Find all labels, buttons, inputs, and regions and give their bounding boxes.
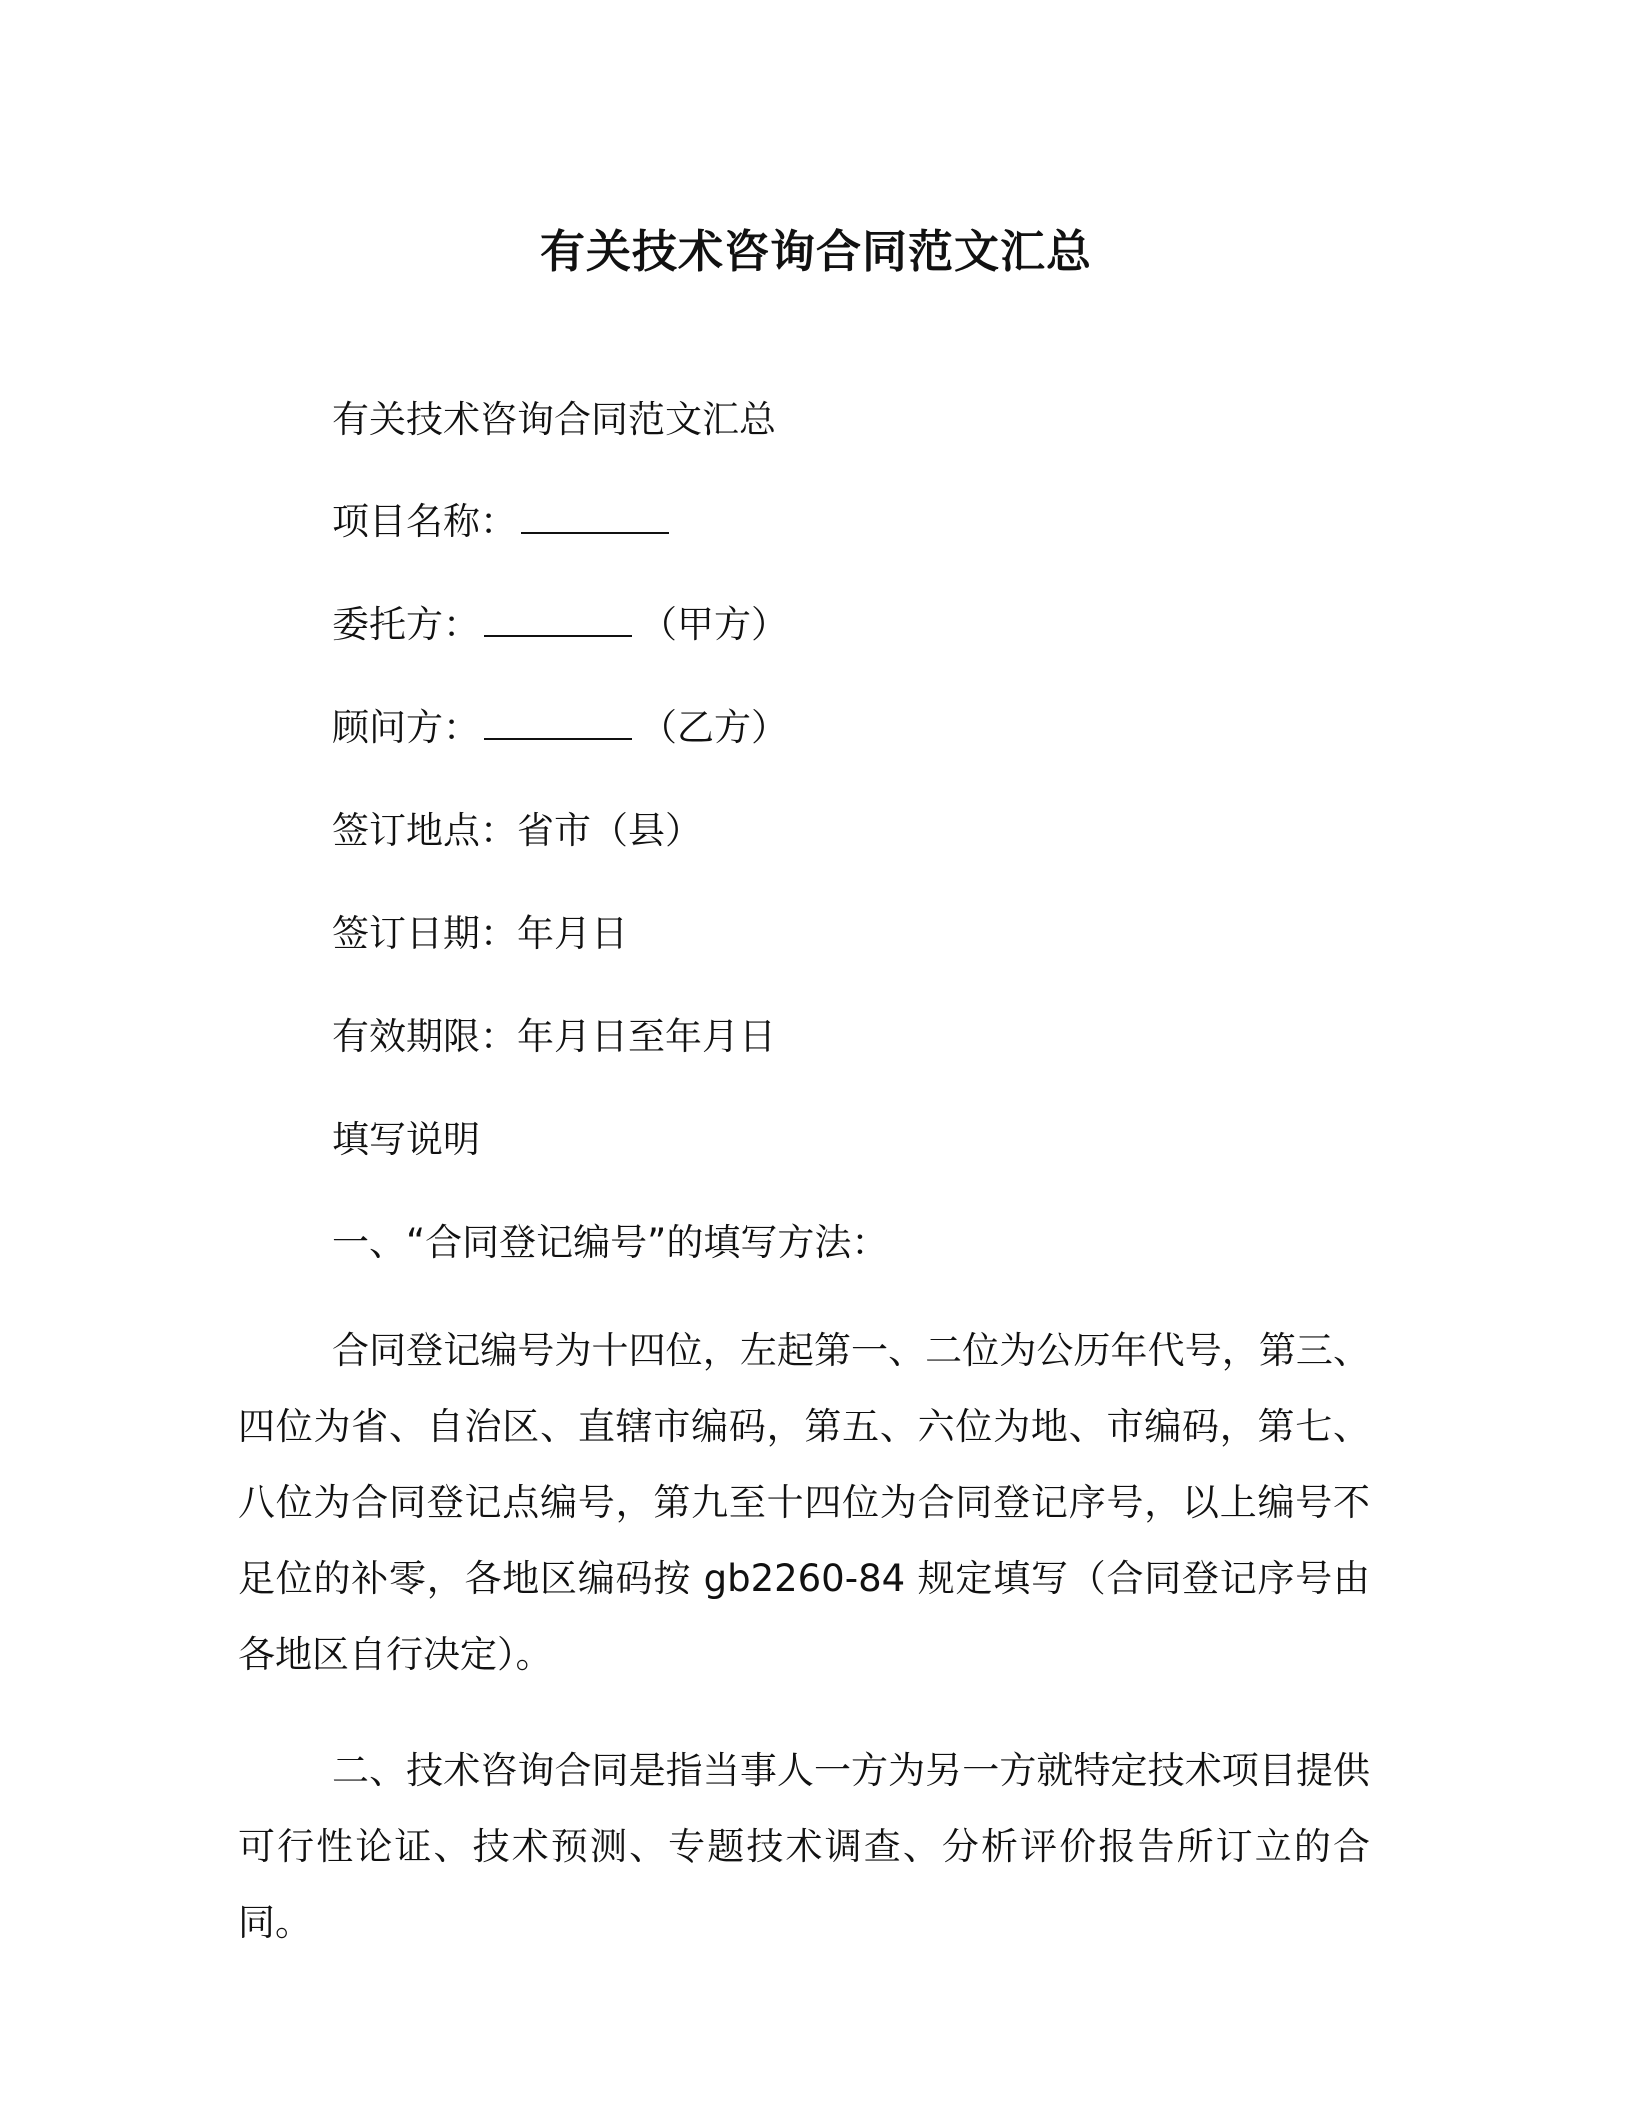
field-sign-place [332,806,702,856]
sign-place-label: 签订地点： [332,809,517,852]
field-consultant [332,703,788,753]
section-1-heading: 一、“合同登记编号”的填写方法： [332,1221,889,1264]
client-blank [484,605,632,637]
consultant-suffix: （乙方） [640,706,788,749]
instructions-heading: 填写说明 [332,1118,480,1161]
validity-label: 有效期限： [332,1015,517,1058]
sign-date-value: 年月日 [517,912,628,955]
field-validity [332,1012,776,1062]
sign-place-value: 省市（县） [517,809,702,852]
sign-date-label: 签订日期： [332,912,517,955]
section-1-body: 合同登记编号为十四位，左起第一、二位为公历年代号，第三、四位为省、自治区、直辖市编码，第五、六位为地、市编码，第七、八位为合同登记点编号，第九至十四位为合同登记序号，以上编号不足位的补零，各地区编码按 gb2260-84 规定填写（合同登记序号由各地区自行决定）。 [238,1329,1370,1676]
consultant-blank [484,708,632,740]
project-name-label: 项目名称： [332,500,517,543]
client-suffix: （甲方） [640,603,788,646]
client-label: 委托方： [332,603,480,646]
section-2-body: 二、技术咨询合同是指当事人一方为另一方就特定技术项目提供可行性论证、技术预测、专题技术调查、分析评价报告所订立的合同。 [238,1749,1370,1944]
validity-value: 年月日至年月日 [517,1015,776,1058]
document-subtitle: 有关技术咨询合同范文汇总 [332,398,776,441]
document-title: 有关技术咨询合同范文汇总 [539,225,1092,278]
project-name-blank [521,502,669,534]
consultant-label: 顾问方： [332,706,480,749]
field-sign-date [332,909,628,959]
field-project-name [332,497,677,547]
field-client [332,600,788,650]
